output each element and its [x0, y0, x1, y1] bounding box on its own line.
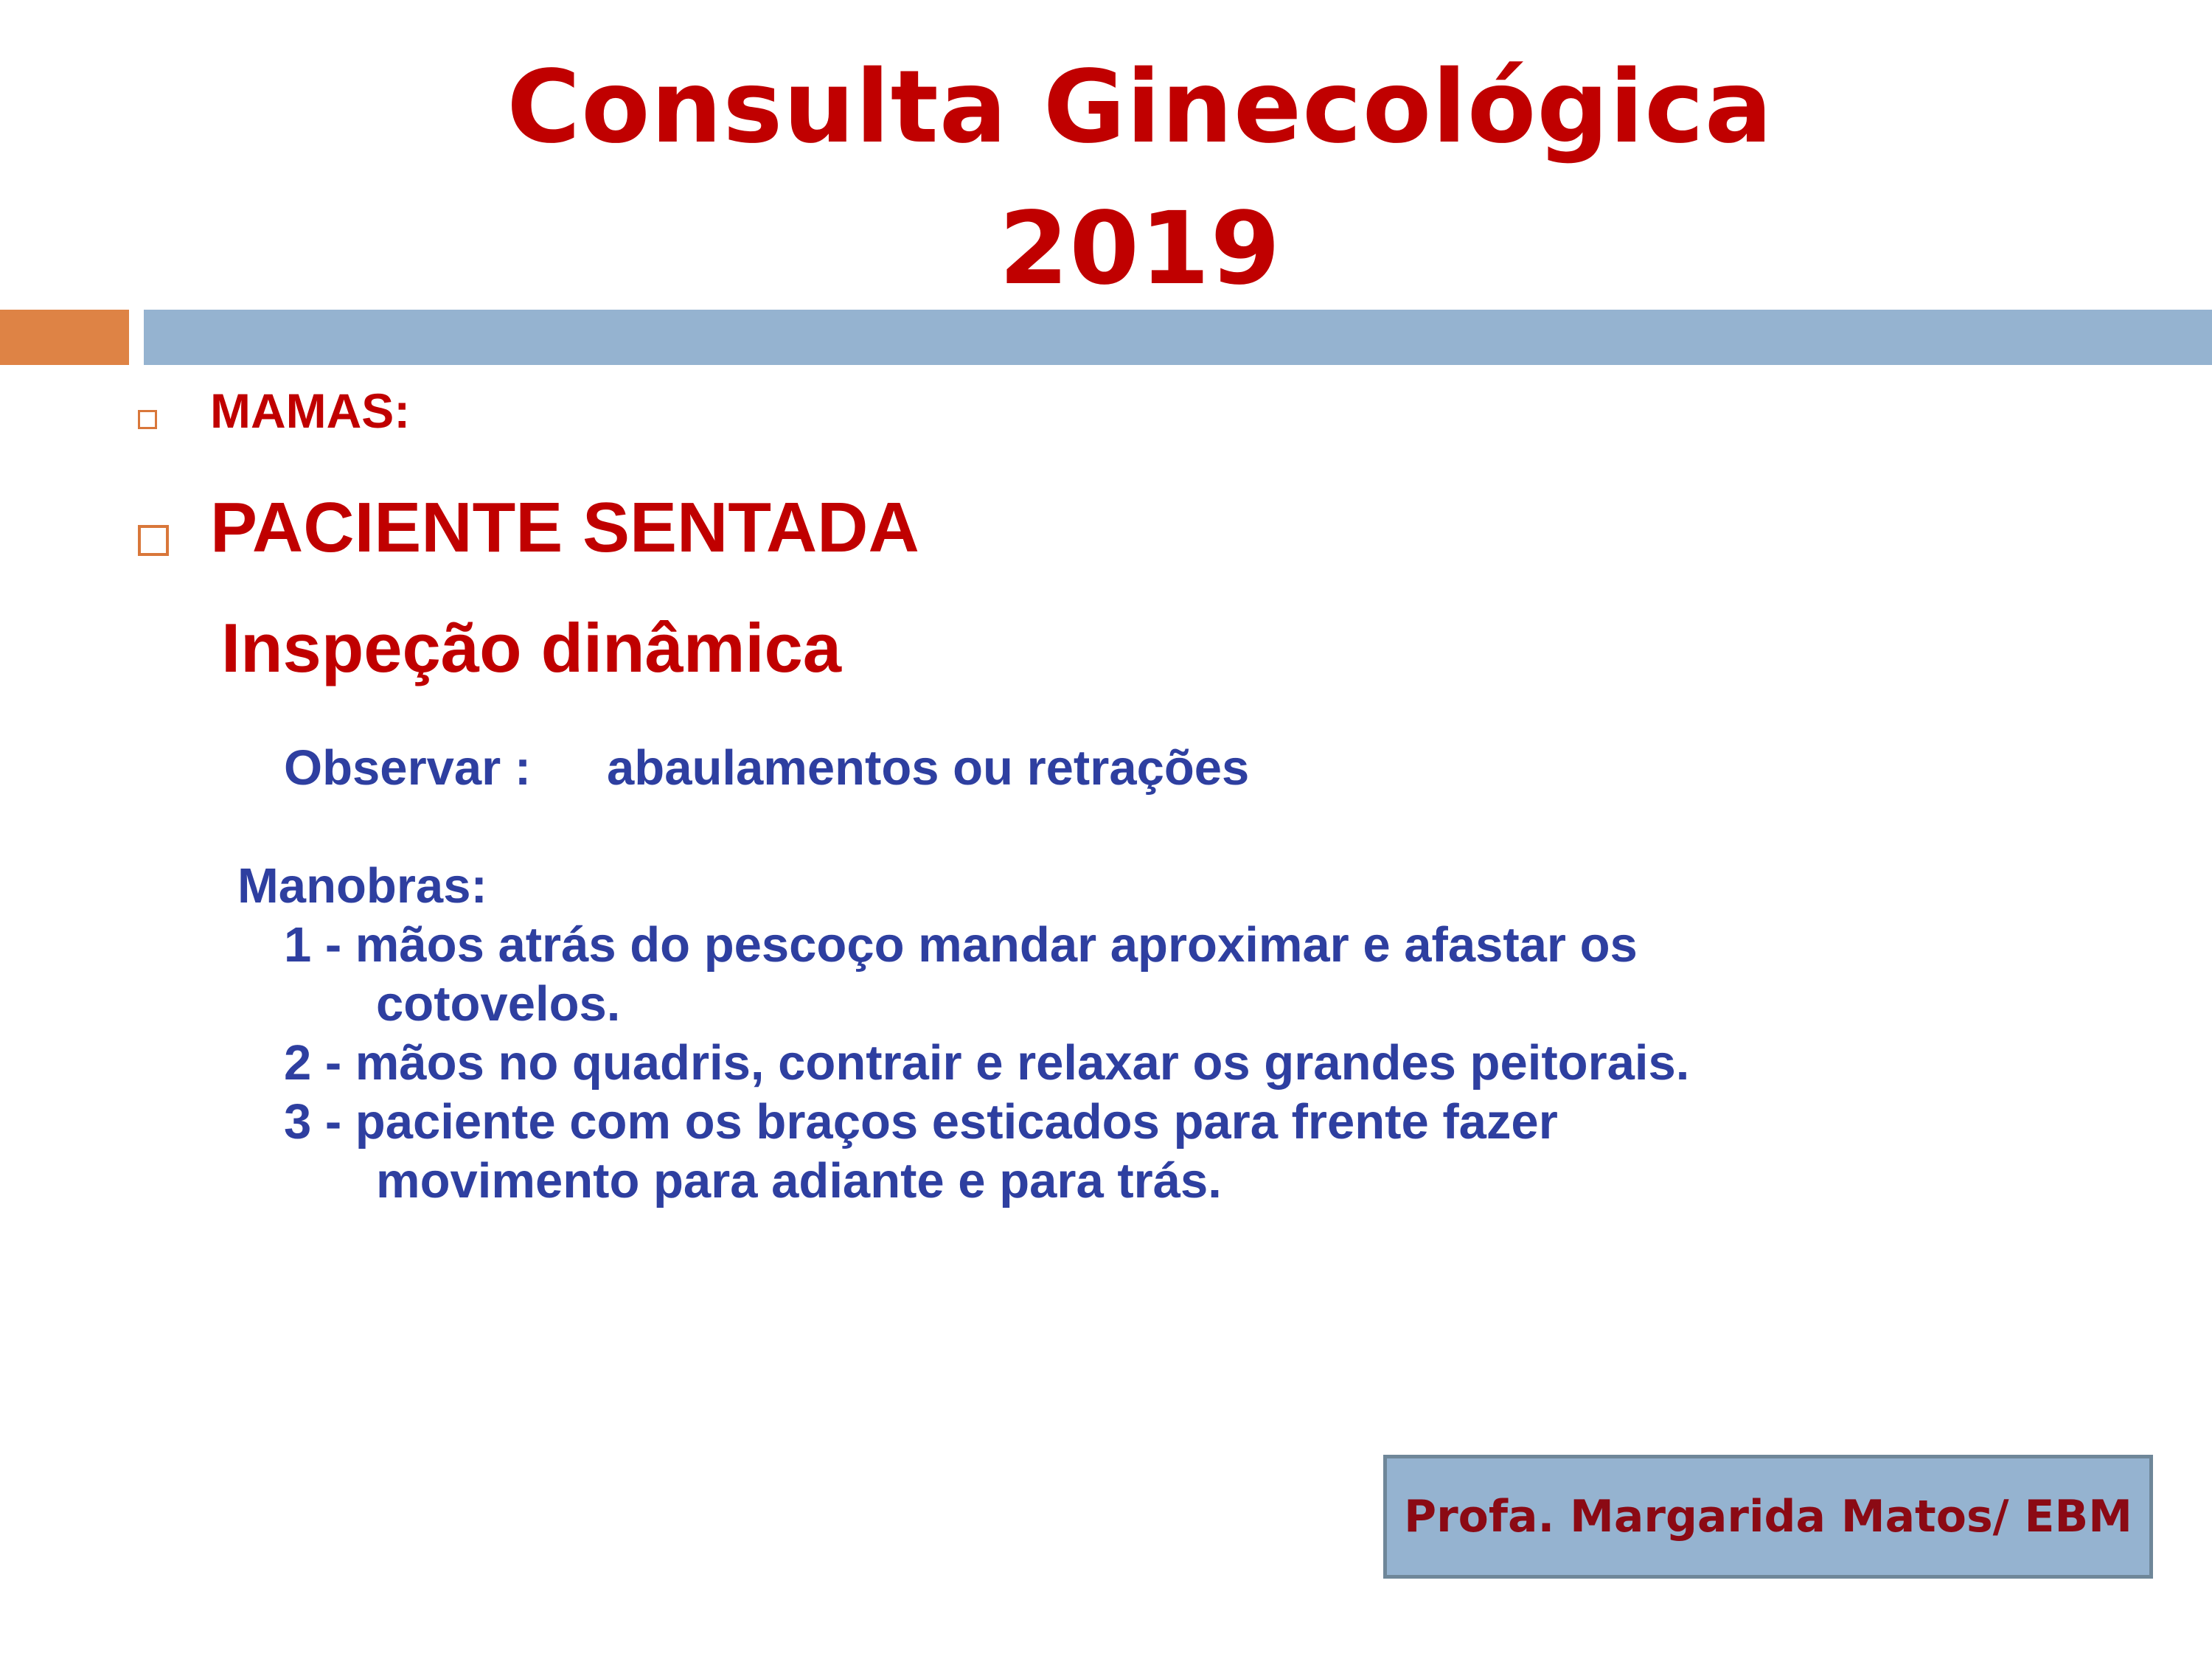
manobra-3-line-1: 3 - paciente com os braços esticados para frente fazer — [284, 1094, 1558, 1150]
slide-title-year: 2019 — [998, 191, 1281, 307]
manobra-2-line-1: 2 - mãos no quadris, contrair e relaxar os grandes peitorais. — [284, 1035, 1690, 1091]
bullet-mamas: MAMAS: — [210, 383, 411, 438]
accent-bar-orange — [0, 310, 129, 365]
manobra-1-line-2: cotovelos. — [376, 976, 621, 1032]
author-box — [1383, 1455, 2153, 1579]
author-credit: Profa. Margarida Matos/ EBM — [1404, 1491, 2132, 1543]
square-bullet-icon — [138, 525, 169, 556]
manobra-3-line-2: movimento para adiante e para trás. — [376, 1153, 1222, 1208]
observar-label: Observar : — [284, 740, 532, 796]
slide-title: Consulta Ginecológica — [507, 49, 1773, 166]
subheading-inspecao: Inspeção dinâmica — [221, 609, 842, 686]
square-bullet-icon — [138, 410, 157, 429]
observar-value: abaulamentos ou retrações — [607, 740, 1250, 796]
manobras-label: Manobras: — [237, 858, 487, 914]
accent-bar-blue — [144, 310, 2212, 365]
bullet-paciente-sentada: PACIENTE SENTADA — [210, 488, 919, 567]
manobra-1-line-1: 1 - mãos atrás do pescoço mandar aproximar e afastar os — [284, 917, 1638, 973]
